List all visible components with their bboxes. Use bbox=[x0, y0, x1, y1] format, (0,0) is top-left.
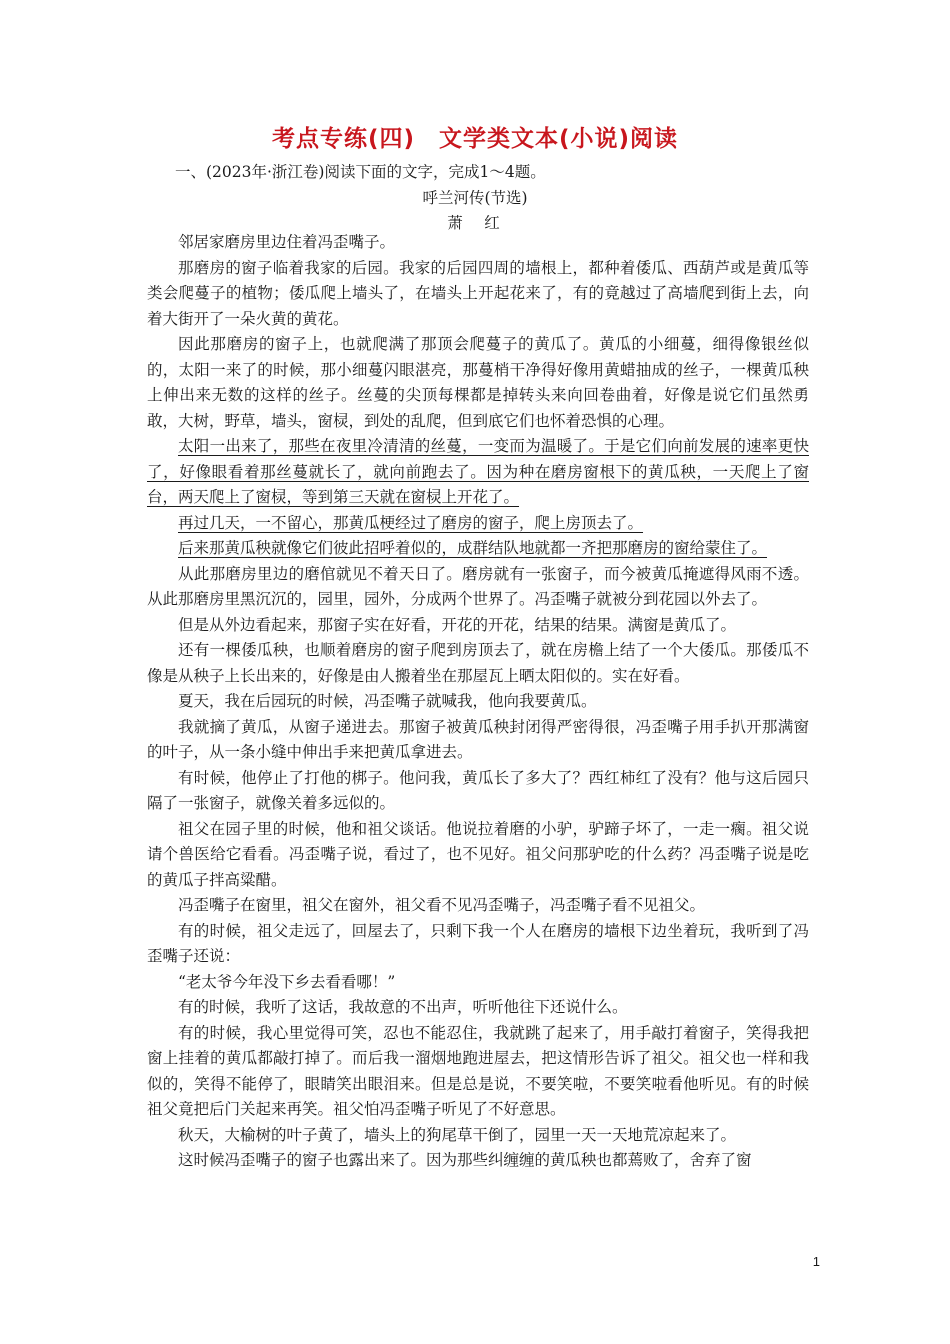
paragraph: 我就摘了黄瓜，从窗子递进去。那窗子被黄瓜秧封闭得严密得很，冯歪嘴子用手扒开那满窗的叶子，从一条小缝中伸出手来把黄瓜拿进去。 bbox=[147, 717, 809, 761]
paragraph: 但是从外边看起来，那窗子实在好看，开花的开花，结果的结果。满窗是黄瓜了。 bbox=[178, 615, 737, 634]
paragraph: 那磨房的窗子临着我家的后园。我家的后园四周的墙根上，都种着倭瓜、西葫芦或是黄瓜等类会爬蔓子的植物；倭瓜爬上墙头了，在墙头上开起花来了，有的竟越过了高墙爬到街上去，向着大街开了一朵火黄的黄花。 bbox=[147, 258, 809, 328]
underlined-paragraph: 后来那黄瓜秧就像它们彼此招呼着似的，成群结队地就都一齐把那磨房的窗给蒙住了。 bbox=[178, 539, 768, 557]
work-title: 呼兰河传(节选) bbox=[422, 189, 528, 207]
paragraph: 有的时候，祖父走远了，回屋去了，只剩下我一个人在磨房的墙根下边坐着玩，我听到了冯歪嘴子还说： bbox=[147, 921, 809, 965]
paragraph: 因此那磨房的窗子上，也就爬满了那顶会爬蔓子的黄瓜了。黄瓜的小细蔓，细得像银丝似的，太阳一来了的时候，那小细蔓闪眼湛亮，那蔓梢干净得好像用黄蜡抽成的丝子，一棵黄瓜秧上伸出来无数的这样的丝子。丝蔓的尖顶每棵都是掉转头来向回卷曲着，好像是说它们虽然勇敢，大树，野草，墙头，窗棂，到处的乱爬，但到底它们也怀着恐惧的心理。 bbox=[147, 335, 809, 430]
paragraph: 夏天，我在后园玩的时候，冯歪嘴子就喊我，他向我要黄瓜。 bbox=[178, 692, 597, 710]
paragraph: 从此那磨房里边的磨倌就见不着天日了。磨房就有一张窗子，而今被黄瓜掩遮得风雨不透。从此那磨房里黑沉沉的，园里，园外，分成两个世界了。冯歪嘴子就被分到花园以外去了。 bbox=[147, 564, 809, 608]
paragraph: 有的时候，我心里觉得可笑，忍也不能忍住，我就跳了起来了，用手敲打着窗子，笑得我把窗上挂着的黄瓜都敲打掉了。而后我一溜烟地跑进屋去，把这情形告诉了祖父。祖父也一样和我似的，笑得不能停了，眼睛笑出眼泪来。但是总是说，不要笑啦，不要笑啦看他听见。有的时候祖父竟把后门关起来再笑。祖父怕冯歪嘴子听见了不好意思。 bbox=[147, 1023, 809, 1118]
page-number: 1 bbox=[812, 1254, 820, 1269]
paragraph: 这时候冯歪嘴子的窗子也露出来了。因为那些纠缠缠的黄瓜秧也都蔫败了，舍弃了窗 bbox=[178, 1151, 752, 1169]
paragraph: 祖父在园子里的时候，他和祖父谈话。他说拉着磨的小驴，驴蹄子坏了，一走一瘸。祖父说请个兽医给它看看。冯歪嘴子说，看过了，也不见好。祖父问那驴吃的什么药？冯歪嘴子说是吃的黄瓜子拌高粱醋。 bbox=[147, 819, 809, 889]
paragraph: “老太爷今年没下乡去看看哪！” bbox=[178, 972, 396, 991]
underlined-paragraph: 再过几天，一不留心，那黄瓜梗经过了磨房的窗子，爬上房顶去了。 bbox=[178, 513, 644, 532]
underlined-paragraph: 太阳一出来了，那些在夜里冷清清的丝蔓，一变而为温暖了。于是它们向前发展的速率更快了，好像眼看着那丝蔓就长了，就向前跑去了。因为种在磨房窗根下的黄瓜秧，一天爬上了窗台，两天爬上了窗棂，等到第三天就在窗棂上开花了。 bbox=[147, 437, 809, 506]
paragraph: 邻居家磨房里边住着冯歪嘴子。 bbox=[178, 233, 396, 251]
paragraph: 秋天，大榆树的叶子黄了，墙头上的狗尾草干倒了，园里一天一天地荒凉起来了。 bbox=[178, 1125, 737, 1144]
page-title: 考点专练(四) 文学类文本(小说)阅读 bbox=[271, 126, 679, 152]
passage-body bbox=[147, 230, 809, 1174]
paragraph: 还有一棵倭瓜秧，也顺着磨房的窗子爬到房顶去了，就在房檐上结了一个大倭瓜。那倭瓜不像是从秧子上长出来的，好像是由人搬着坐在那屋瓦上晒太阳似的。实在好看。 bbox=[147, 641, 809, 685]
question-intro: 一、(2023年·浙江卷)阅读下面的文字，完成1～4题。 bbox=[175, 163, 546, 181]
paragraph: 冯歪嘴子在窗里，祖父在窗外，祖父看不见冯歪嘴子，冯歪嘴子看不见祖父。 bbox=[178, 896, 706, 914]
paragraph: 有时候，他停止了打他的梆子。他问我，黄瓜长了多大了？西红柿红了没有？他与这后园只隔了一张窗子，就像关着多远似的。 bbox=[147, 768, 809, 812]
author: 萧 红 bbox=[447, 214, 503, 232]
paragraph: 有的时候，我听了这话，我故意的不出声，听听他往下还说什么。 bbox=[178, 998, 628, 1016]
